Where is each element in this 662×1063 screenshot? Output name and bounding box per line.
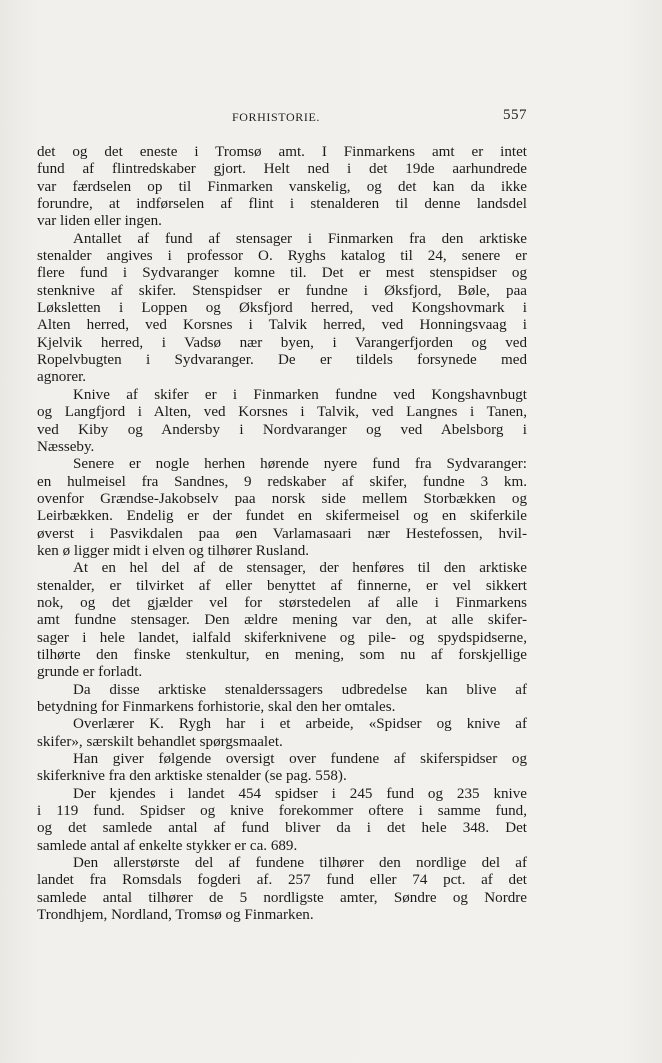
text-line: skiferknive fra den arktiske stenalder (se pag. 558). bbox=[37, 768, 347, 785]
text-line: Ropelvbugten i Sydvaranger. De er tildels forsynede med bbox=[37, 352, 527, 369]
paragraph bbox=[37, 855, 527, 924]
text-line: ken ø ligger midt i elven og tilhører Rusland. bbox=[37, 542, 310, 559]
text-line: agnorer. bbox=[37, 369, 87, 386]
text-line: ovenfor Grændse-Jakobselv paa norsk side mellem Storbækken og bbox=[37, 490, 527, 507]
text-line: Der kjendes i landet 454 spidser i 245 fund og 235 knive bbox=[73, 785, 527, 802]
text-line: Løksletten i Loppen og Øksfjord herred, ved Kongshovmark i bbox=[37, 300, 527, 317]
body-text bbox=[37, 144, 527, 924]
text-line: var liden eller ingen. bbox=[37, 213, 162, 230]
text-line: og det samlede antal af fund bliver da i det hele 348. Det bbox=[37, 820, 527, 837]
page-header bbox=[37, 107, 527, 127]
text-line: sager i hele landet, ialfald skiferknivene og pile- og spydspidserne, bbox=[37, 629, 527, 646]
text-line: Næsseby. bbox=[37, 438, 95, 455]
text-line: stenalder angives i professor O. Ryghs katalog til 24, senere er bbox=[37, 248, 527, 265]
text-line: samlede antal af enkelte stykker er ca. 689. bbox=[37, 837, 298, 854]
running-title: FORHISTORIE. bbox=[232, 110, 320, 124]
text-line: ved Kiby og Andersby i Nordvaranger og ved Abelsborg i bbox=[37, 421, 527, 438]
paragraph bbox=[37, 751, 527, 786]
text-line: skifer», særskilt behandlet spørgsmaalet. bbox=[37, 733, 283, 750]
text-line: At en hel del af de stensager, der henføres til den arktiske bbox=[73, 560, 527, 577]
text-line: tilhørte den finske stenkultur, en mening, som nu af forskjellige bbox=[37, 646, 527, 663]
text-line: Trondhjem, Nordland, Tromsø og Finmarken. bbox=[37, 907, 314, 924]
paragraph bbox=[37, 560, 527, 681]
text-line: Senere er nogle herhen hørende nyere fund fra Sydvaranger: bbox=[73, 456, 527, 473]
text-line: samlede antal tilhører de 5 nordligste amter, Søndre og Nordre bbox=[37, 889, 527, 906]
text-line: i 119 fund. Spidser og knive forekommer oftere i samme fund, bbox=[37, 803, 527, 820]
text-line: nok, og det gjælder vel for størstedelen af alle i Finmarkens bbox=[37, 594, 527, 611]
text-line: grunde er forladt. bbox=[37, 664, 143, 681]
paragraph bbox=[37, 786, 527, 855]
text-line: var færdselen op til Finmarken vanskelig, og det kan da ikke bbox=[37, 178, 527, 195]
text-line: Leirbækken. Endelig er der fundet en skifermeisel og en skiferkile bbox=[37, 508, 527, 525]
text-line: landet fra Romsdals fogderi af. 257 fund eller 74 pct. af det bbox=[37, 872, 527, 889]
paragraph bbox=[37, 387, 527, 456]
text-line: det og det eneste i Tromsø amt. I Finmarkens amt er intet bbox=[37, 144, 527, 160]
paragraph bbox=[37, 456, 527, 560]
text-line: flere fund i Sydvaranger komne til. Det er mest stenspidser og bbox=[37, 265, 527, 282]
page-number: 557 bbox=[503, 107, 527, 123]
text-line: Antallet af fund af stensager i Finmarken fra den arktiske bbox=[73, 230, 527, 247]
text-line: fund af flintredskaber gjort. Helt ned i det 19de aarhundrede bbox=[37, 161, 527, 178]
text-line: stenknive af skifer. Stenspidser er fundne i Øksfjord, Bøle, paa bbox=[37, 282, 527, 299]
text-line: betydning for Finmarkens forhistorie, skal den her omtales. bbox=[37, 699, 396, 715]
paragraph bbox=[37, 144, 527, 231]
text-line: Overlærer K. Rygh har i et arbeide, «Spidser og knive af bbox=[73, 716, 527, 733]
text-line: Han giver følgende oversigt over fundene af skiferspidser og bbox=[73, 751, 527, 768]
text-line: Alten herred, ved Korsnes i Talvik herred, ved Honningsvaag i bbox=[37, 317, 527, 334]
text-line: amt fundne stensager. Den ældre mening var den, at alle skifer- bbox=[37, 612, 527, 629]
text-line: Knive af skifer er i Finmarken fundne ved Kongshavnbugt bbox=[73, 386, 527, 403]
paragraph bbox=[37, 716, 527, 751]
text-line: forundre, at indførselen af flint i stenalderen til denne landsdel bbox=[37, 196, 527, 213]
text-line: stenalder, er tilvirket af eller benyttet af finnerne, er vel sikkert bbox=[37, 577, 527, 594]
paragraph bbox=[37, 682, 527, 717]
text-line: Da disse arktiske stenalderssagers udbredelse kan blive af bbox=[73, 681, 527, 698]
text-line: Den allerstørste del af fundene tilhører den nordlige del af bbox=[73, 855, 527, 872]
text-line: øverst i Pasvikdalen paa øen Varlamasaari nær Hestefossen, hvil- bbox=[37, 525, 527, 542]
text-line: en hulmeisel fra Sandnes, 9 redskaber af skifer, fundne 3 km. bbox=[37, 473, 527, 490]
paragraph bbox=[37, 231, 527, 387]
text-line: Kjelvik herred, i Vadsø nær byen, i Varangerfjorden og ved bbox=[37, 334, 527, 351]
text-line: og Langfjord i Alten, ved Korsnes i Talvik, ved Langnes i Tanen, bbox=[37, 404, 527, 421]
